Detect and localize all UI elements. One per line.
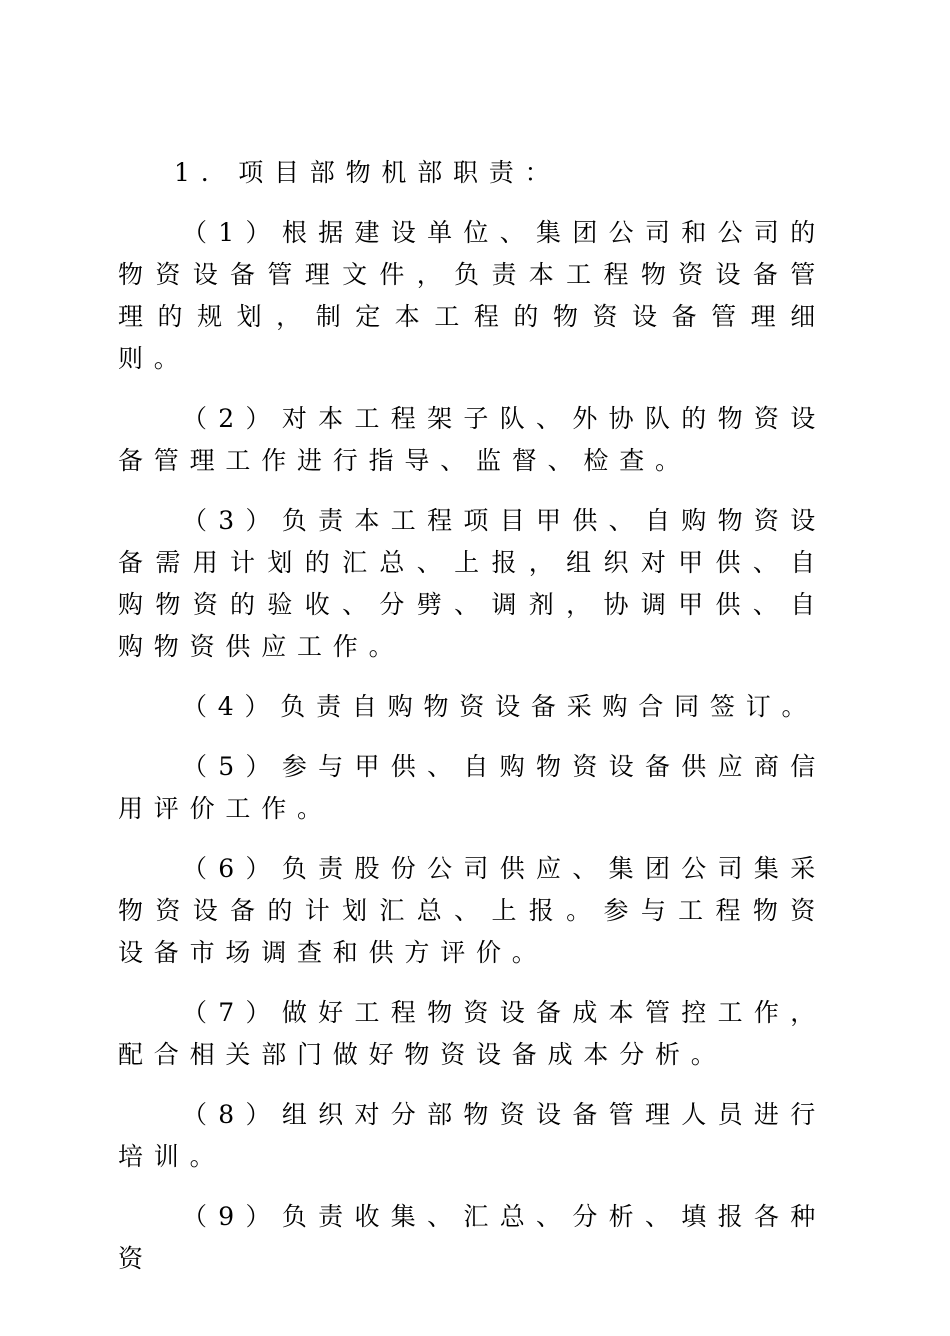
duty-paragraph-2: （2）对本工程架子队、外协队的物资设备管理工作进行指导、监督、检查。: [118, 404, 826, 475]
duty-paragraph-4: （4）负责自购物资设备采购合同签订。: [182, 692, 818, 721]
section-heading: 1. 项目部物机部职责：: [174, 158, 561, 187]
duty-paragraph-8: （8）组织对分部物资设备管理人员进行培训。: [118, 1100, 826, 1171]
duty-paragraph-1: （1）根据建设单位、集团公司和公司的物资设备管理文件，负责本工程物资设备管理的规划，制定本工程的物资设备管理细则。: [118, 218, 826, 373]
duty-paragraph-3: （3）负责本工程项目甲供、自购物资设备需用计划的汇总、上报，组织对甲供、自购物资的验收、分劈、调剂，协调甲供、自购物资供应工作。: [118, 506, 826, 661]
duty-paragraph-6: （6）负责股份公司供应、集团公司集采物资设备的计划汇总、上报。参与工程物资设备市场调查和供方评价。: [118, 854, 826, 967]
duty-paragraph-7: （7）做好工程物资设备成本管控工作，配合相关部门做好物资设备成本分析。: [118, 998, 826, 1069]
duty-paragraph-9: （9）负责收集、汇总、分析、填报各种资: [118, 1202, 826, 1273]
duty-paragraph-5: （5）参与甲供、自购物资设备供应商信用评价工作。: [118, 752, 826, 823]
document-body: [118, 152, 826, 1298]
